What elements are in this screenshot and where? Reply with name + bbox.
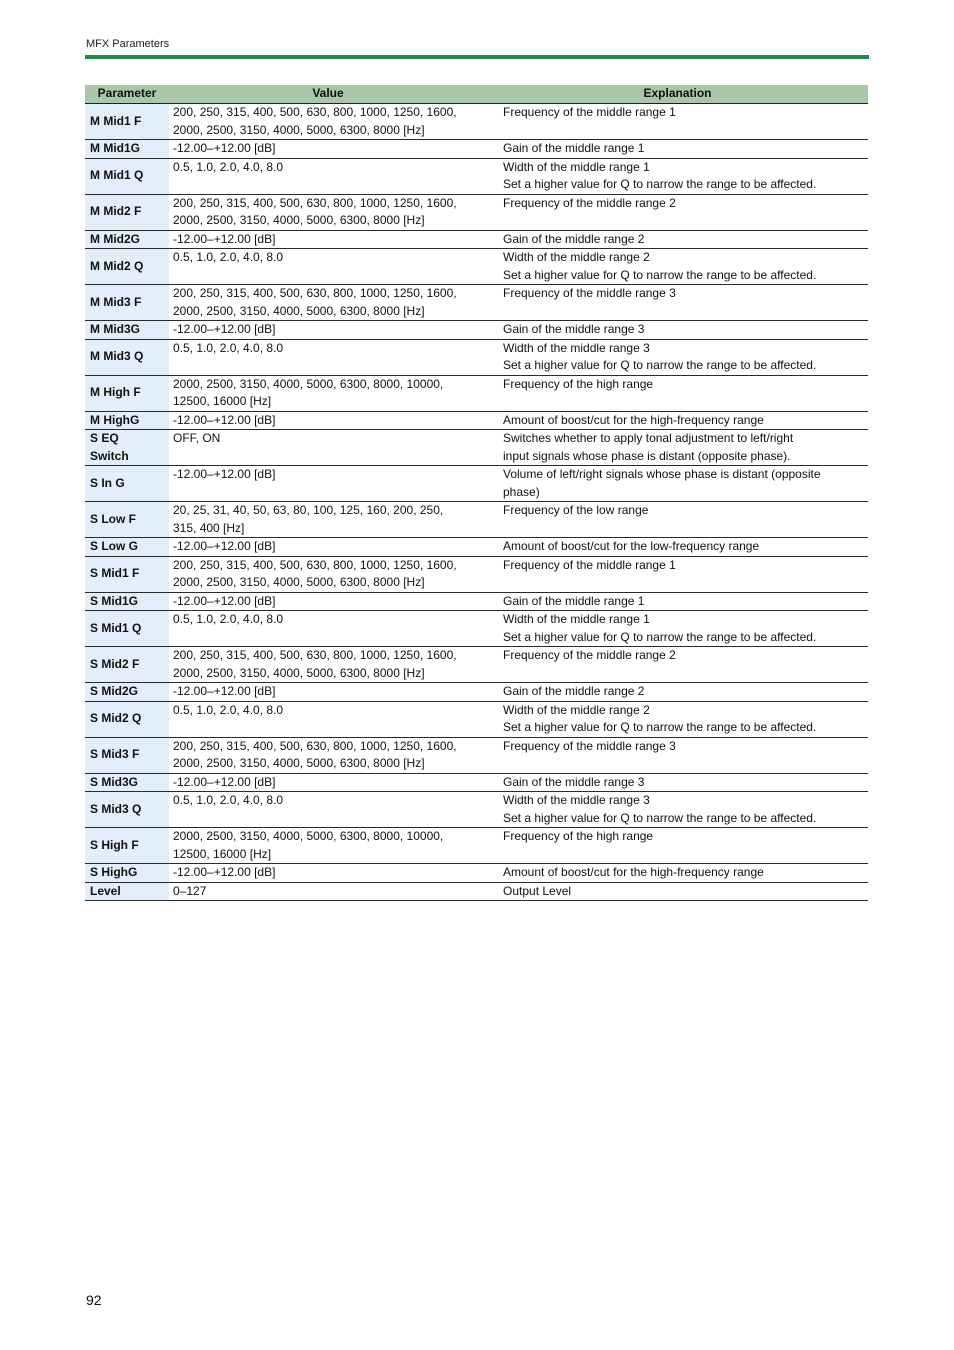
explanation-cell (487, 158, 868, 194)
explanation-cell-line: Width of the middle range 1 (503, 612, 650, 626)
value-cell (169, 701, 487, 737)
value-cell-line: 0.5, 1.0, 2.0, 4.0, 8.0 (173, 612, 284, 626)
value-cell-line: 200, 250, 315, 400, 500, 630, 800, 1000, 1250, 1600, (173, 286, 457, 300)
value-cell-line: 200, 250, 315, 400, 500, 630, 800, 1000, 1250, 1600, (173, 195, 457, 210)
table-row (85, 864, 868, 883)
value-cell-line: 2000, 2500, 3150, 4000, 5000, 6300, 8000, 10000, (173, 829, 444, 843)
parameter-name-cell: Level (85, 882, 169, 901)
table-header-row (85, 85, 868, 104)
value-cell (169, 538, 487, 557)
table-row (85, 321, 868, 340)
parameter-name-cell: S Low F (85, 502, 169, 538)
table-row (85, 701, 868, 737)
table-row (85, 194, 868, 230)
table-row (85, 430, 868, 466)
table-row (85, 592, 868, 611)
table-row (85, 230, 868, 249)
table-row (85, 249, 868, 285)
value-cell-line: -12.00–+12.00 [dB] (173, 141, 276, 155)
value-cell-line: -12.00–+12.00 [dB] (173, 412, 276, 427)
explanation-cell (487, 249, 868, 285)
value-cell (169, 882, 487, 901)
parameter-name-cell: M Mid3 Q (85, 339, 169, 375)
value-cell (169, 773, 487, 792)
table-row (85, 466, 868, 502)
explanation-cell-line: Frequency of the low range (503, 503, 649, 517)
explanation-cell-line: Volume of left/right signals whose phase is distant (opposite (503, 467, 821, 481)
value-cell (169, 158, 487, 194)
explanation-cell (487, 430, 868, 466)
parameter-name-cell: M Mid1G (85, 140, 169, 159)
parameter-name-cell-line: Switch (90, 448, 129, 463)
value-cell (169, 556, 487, 592)
value-cell (169, 592, 487, 611)
parameter-name-cell-line: S EQ (90, 431, 119, 445)
explanation-cell-line: Frequency of the middle range 1 (503, 557, 676, 572)
table-row (85, 737, 868, 773)
column-header-explanation: Explanation (487, 85, 868, 104)
value-cell (169, 792, 487, 828)
table-row (85, 792, 868, 828)
value-cell (169, 864, 487, 883)
value-cell (169, 647, 487, 683)
value-cell-line: 0–127 (173, 883, 207, 898)
value-cell-line: 2000, 2500, 3150, 4000, 5000, 6300, 8000 [Hz] (173, 756, 425, 770)
value-cell-line: 200, 250, 315, 400, 500, 630, 800, 1000, 1250, 1600, (173, 557, 457, 572)
value-cell-line: 315, 400 [Hz] (173, 520, 245, 535)
parameter-name-cell: M Mid2G (85, 230, 169, 249)
value-cell-line: -12.00–+12.00 [dB] (173, 322, 276, 336)
table-row (85, 828, 868, 864)
value-cell-line: 12500, 16000 [Hz] (173, 846, 272, 861)
explanation-cell-line: Gain of the middle range 2 (503, 684, 645, 698)
explanation-cell (487, 556, 868, 592)
explanation-cell (487, 466, 868, 502)
explanation-cell (487, 285, 868, 321)
parameter-name-cell: S Mid1G (85, 592, 169, 611)
parameter-name-cell: S Mid3G (85, 773, 169, 792)
explanation-cell (487, 647, 868, 683)
value-cell-line: -12.00–+12.00 [dB] (173, 774, 276, 789)
table-body (85, 104, 868, 901)
value-cell (169, 249, 487, 285)
explanation-cell-line: Amount of boost/cut for the low-frequency range (503, 539, 760, 553)
value-cell-line: 0.5, 1.0, 2.0, 4.0, 8.0 (173, 340, 284, 355)
explanation-cell-line: Frequency of the middle range 1 (503, 105, 676, 119)
explanation-cell-line: Set a higher value for Q to narrow the range to be affected. (503, 267, 817, 282)
value-cell-line: -12.00–+12.00 [dB] (173, 684, 276, 698)
value-cell-line: 2000, 2500, 3150, 4000, 5000, 6300, 8000, 10000, (173, 376, 444, 391)
parameter-name-cell: S Mid3 Q (85, 792, 169, 828)
explanation-cell-line: Gain of the middle range 3 (503, 774, 645, 789)
value-cell-line: -12.00–+12.00 [dB] (173, 539, 276, 553)
table-row (85, 375, 868, 411)
explanation-cell-line: Frequency of the middle range 2 (503, 195, 676, 210)
value-cell (169, 430, 487, 466)
value-cell-line: 2000, 2500, 3150, 4000, 5000, 6300, 8000 [Hz] (173, 122, 425, 137)
parameter-name-cell: S Mid2 Q (85, 701, 169, 737)
explanation-cell-line: Width of the middle range 2 (503, 702, 650, 717)
column-header-value: Value (169, 85, 487, 104)
explanation-cell (487, 864, 868, 883)
parameter-name-cell: S HighG (85, 864, 169, 883)
explanation-cell-line: Gain of the middle range 3 (503, 322, 645, 336)
table-row (85, 104, 868, 140)
explanation-cell-line: Frequency of the middle range 3 (503, 286, 676, 300)
explanation-cell-line: Set a higher value for Q to narrow the range to be affected. (503, 629, 817, 644)
value-cell-line: 2000, 2500, 3150, 4000, 5000, 6300, 8000 [Hz] (173, 665, 425, 680)
value-cell (169, 411, 487, 430)
explanation-cell-line: input signals whose phase is distant (opposite phase). (503, 448, 791, 463)
value-cell-line: 0.5, 1.0, 2.0, 4.0, 8.0 (173, 250, 284, 264)
parameter-name-cell: M Mid1 Q (85, 158, 169, 194)
explanation-cell (487, 683, 868, 702)
parameter-name-cell: S Low G (85, 538, 169, 557)
explanation-cell-line: Frequency of the middle range 2 (503, 648, 676, 662)
explanation-cell-line: phase) (503, 484, 540, 499)
value-cell-line: 20, 25, 31, 40, 50, 63, 80, 100, 125, 160, 200, 250, (173, 503, 444, 517)
table-row (85, 411, 868, 430)
table-row (85, 647, 868, 683)
value-cell-line: 200, 250, 315, 400, 500, 630, 800, 1000, 1250, 1600, (173, 105, 457, 119)
explanation-cell-line: Set a higher value for Q to narrow the range to be affected. (503, 358, 817, 372)
table-row (85, 140, 868, 159)
value-cell (169, 194, 487, 230)
explanation-cell (487, 592, 868, 611)
explanation-cell (487, 339, 868, 375)
explanation-cell (487, 194, 868, 230)
parameter-name-cell: M Mid3 F (85, 285, 169, 321)
value-cell (169, 104, 487, 140)
explanation-cell (487, 230, 868, 249)
value-cell-line: -12.00–+12.00 [dB] (173, 467, 276, 481)
explanation-cell (487, 104, 868, 140)
explanation-cell (487, 792, 868, 828)
explanation-cell-line: Set a higher value for Q to narrow the range to be affected. (503, 177, 817, 191)
explanation-cell (487, 321, 868, 340)
table-row (85, 556, 868, 592)
explanation-cell-line: Output Level (503, 883, 572, 898)
explanation-cell-line: Frequency of the high range (503, 829, 654, 843)
explanation-cell (487, 411, 868, 430)
value-cell-line: 200, 250, 315, 400, 500, 630, 800, 1000, 1250, 1600, (173, 648, 457, 662)
value-cell-line: 200, 250, 315, 400, 500, 630, 800, 1000, 1250, 1600, (173, 738, 457, 753)
mfx-parameter-table (85, 85, 868, 901)
explanation-cell-line: Gain of the middle range 1 (503, 593, 645, 608)
table-row (85, 611, 868, 647)
value-cell-line: 0.5, 1.0, 2.0, 4.0, 8.0 (173, 159, 284, 174)
value-cell-line: OFF, ON (173, 431, 221, 445)
table-row (85, 773, 868, 792)
value-cell-line: 2000, 2500, 3150, 4000, 5000, 6300, 8000 [Hz] (173, 303, 425, 318)
value-cell-line: -12.00–+12.00 [dB] (173, 865, 276, 879)
parameter-name-cell (85, 430, 169, 466)
value-cell-line: 0.5, 1.0, 2.0, 4.0, 8.0 (173, 702, 284, 717)
explanation-cell-line: Amount of boost/cut for the high-frequency range (503, 865, 764, 879)
explanation-cell-line: Set a higher value for Q to narrow the range to be affected. (503, 720, 817, 734)
parameter-name-cell: M HighG (85, 411, 169, 430)
parameter-name-cell: M Mid1 F (85, 104, 169, 140)
parameter-name-cell: M Mid2 F (85, 194, 169, 230)
value-cell (169, 285, 487, 321)
explanation-cell-line: Set a higher value for Q to narrow the range to be affected. (503, 810, 817, 825)
parameter-name-cell: S Mid1 F (85, 556, 169, 592)
parameter-name-cell: S In G (85, 466, 169, 502)
explanation-cell (487, 375, 868, 411)
explanation-cell (487, 140, 868, 159)
parameter-name-cell: S High F (85, 828, 169, 864)
table-row (85, 285, 868, 321)
page-number: 92 (86, 1292, 102, 1308)
explanation-cell-line: Gain of the middle range 2 (503, 231, 645, 246)
explanation-cell-line: Frequency of the middle range 3 (503, 738, 676, 753)
value-cell-line: -12.00–+12.00 [dB] (173, 231, 276, 246)
value-cell (169, 611, 487, 647)
explanation-cell (487, 773, 868, 792)
explanation-cell (487, 538, 868, 557)
value-cell (169, 737, 487, 773)
value-cell (169, 140, 487, 159)
value-cell (169, 321, 487, 340)
explanation-cell-line: Amount of boost/cut for the high-frequency range (503, 412, 764, 427)
value-cell (169, 339, 487, 375)
explanation-cell (487, 882, 868, 901)
parameter-name-cell: M Mid2 Q (85, 249, 169, 285)
explanation-cell-line: Width of the middle range 3 (503, 793, 650, 807)
value-cell (169, 466, 487, 502)
value-cell-line: -12.00–+12.00 [dB] (173, 593, 276, 608)
parameter-name-cell: S Mid2G (85, 683, 169, 702)
parameter-name-cell: S Mid3 F (85, 737, 169, 773)
page-header-title: MFX Parameters (86, 38, 170, 50)
explanation-cell (487, 828, 868, 864)
column-header-parameter: Parameter (85, 85, 169, 104)
explanation-cell-line: Width of the middle range 1 (503, 159, 650, 174)
explanation-cell (487, 611, 868, 647)
table-row (85, 538, 868, 557)
explanation-cell-line: Width of the middle range 3 (503, 340, 650, 355)
value-cell-line: 2000, 2500, 3150, 4000, 5000, 6300, 8000 [Hz] (173, 575, 425, 589)
explanation-cell (487, 737, 868, 773)
explanation-cell-line: Gain of the middle range 1 (503, 141, 645, 155)
table-row (85, 882, 868, 901)
value-cell (169, 828, 487, 864)
value-cell (169, 683, 487, 702)
explanation-cell-line: Frequency of the high range (503, 376, 654, 391)
value-cell (169, 230, 487, 249)
header-rule (85, 55, 869, 59)
value-cell-line: 2000, 2500, 3150, 4000, 5000, 6300, 8000 [Hz] (173, 213, 425, 227)
explanation-cell (487, 502, 868, 538)
explanation-cell-line: Width of the middle range 2 (503, 250, 650, 264)
table-row (85, 502, 868, 538)
parameter-name-cell: S Mid2 F (85, 647, 169, 683)
value-cell (169, 502, 487, 538)
explanation-cell-line: Switches whether to apply tonal adjustment to left/right (503, 431, 794, 445)
value-cell-line: 12500, 16000 [Hz] (173, 394, 272, 408)
value-cell-line: 0.5, 1.0, 2.0, 4.0, 8.0 (173, 793, 284, 807)
parameter-name-cell: S Mid1 Q (85, 611, 169, 647)
explanation-cell (487, 701, 868, 737)
table-row (85, 158, 868, 194)
value-cell (169, 375, 487, 411)
table-row (85, 683, 868, 702)
table-row (85, 339, 868, 375)
parameter-name-cell: M High F (85, 375, 169, 411)
parameter-name-cell: M Mid3G (85, 321, 169, 340)
